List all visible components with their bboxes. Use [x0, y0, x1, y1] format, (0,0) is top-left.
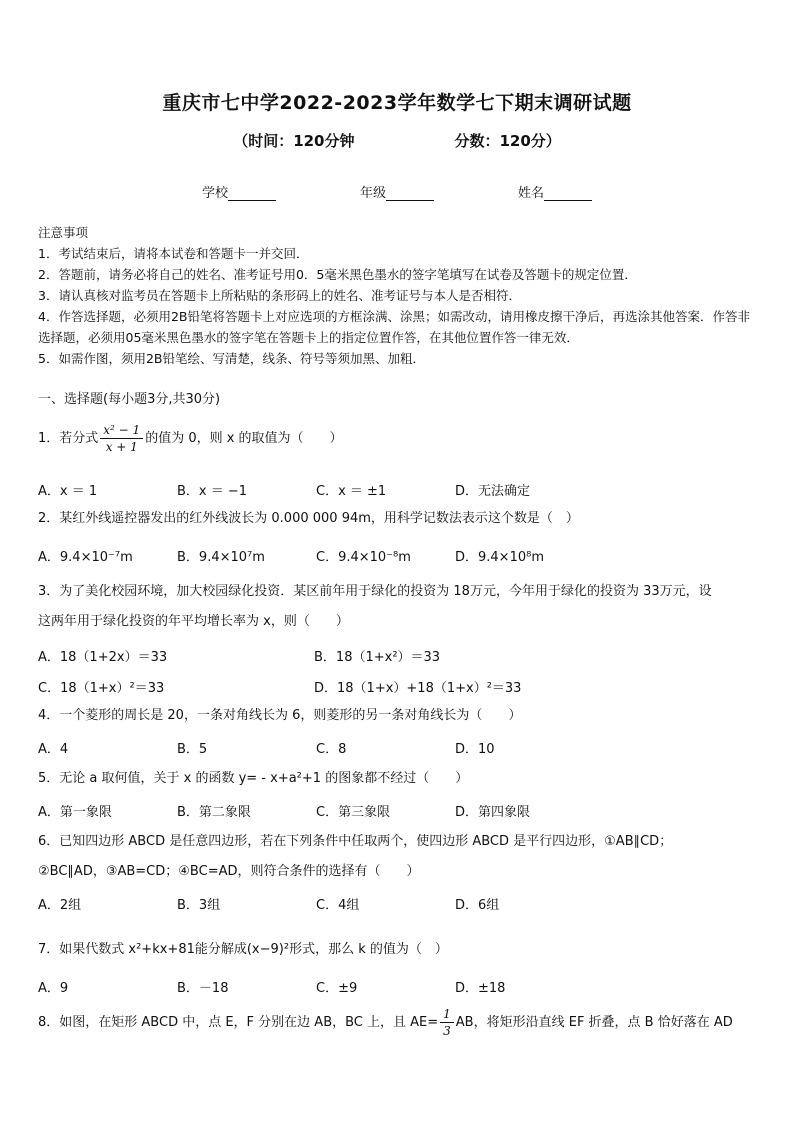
question-3: 3．为了美化校园环境，加大校园绿化投资．某区前年用于绿化的投资为 18万元，今年用于绿化的投资为 33万元，设 这两年用于绿化投资的年平均增长率为 x，则（ ） — [38, 584, 712, 629]
name-field: 姓名 — [518, 182, 592, 201]
option-d: D．18（1+x）+18（1+x）²＝33 — [314, 681, 522, 696]
note-item: 1．考试结束后，请将本试卷和答题卡一并交回． — [38, 246, 309, 261]
question-6-options — [38, 894, 760, 913]
option-b: B．18（1+x²）＝33 — [314, 650, 441, 665]
question-5: 5．无论 a 取何值，关于 x 的函数 y= - x+a²+1 的图象都不经过（ ） — [38, 771, 469, 786]
fraction: $\frac{\text{x² − 1}}{x + 1}$ — [100, 422, 143, 455]
option-c: C．8 — [316, 742, 347, 757]
note-item: 2．答题前，请务必将自己的姓名、准考证号用0．5毫米黑色墨水的签字笔填写在试卷及答题卡的规定位置． — [38, 267, 637, 282]
question-6: 6．已知四边形 ABCD 是任意四边形，若在下列条件中任取两个，使四边形 ABCD 是平行四边形，①AB∥CD； ②BC∥AD，③AB=CD；④BC=AD，则符合条件的选择有（ ） — [38, 834, 673, 879]
option-c: C．4组 — [316, 898, 360, 913]
student-info — [0, 182, 794, 201]
exam-score: 分数：120分） — [454, 132, 561, 150]
option-a: A．9 — [38, 981, 69, 996]
question-7-options — [38, 977, 760, 996]
section-heading: 一、选择题(每小题3分,共30分) — [38, 392, 221, 407]
exam-meta — [0, 130, 794, 151]
option-a: A．2组 — [38, 898, 82, 913]
question-4-options — [38, 738, 760, 757]
option-d: D．±18 — [455, 981, 506, 996]
note-item: 3．请认真核对监考员在答题卡上所粘贴的条形码上的姓名、准考证号与本人是否相符． — [38, 288, 521, 303]
name-blank — [544, 188, 592, 201]
fraction: $\frac{1}{3}$ — [440, 1006, 454, 1039]
question-8: 8．如图，在矩形 ABCD 中，点 E，F 分别在边 AB，BC 上，且 AE= $\frac{1}{3}$ AB，将矩形沿直线 EF 折叠，点 B 恰好落在 AD — [38, 1007, 733, 1038]
notes-block — [38, 222, 758, 369]
option-b: B．5 — [177, 742, 208, 757]
option-a: A．第一象限 — [38, 805, 112, 820]
option-a: A．9.4×10⁻⁷m — [38, 550, 133, 565]
question-4: 4．一个菱形的周长是 20，一条对角线长为 6，则菱形的另一条对角线长为（ ） — [38, 708, 522, 723]
option-b: B．第二象限 — [177, 805, 251, 820]
exam-time: （时间：120分钟 — [233, 132, 355, 150]
question-2: 2．某红外线遥控器发出的红外线波长为 0.000 000 94m，用科学记数法表示这个数是（ ） — [38, 511, 579, 526]
question-3-options-row2 — [38, 677, 760, 696]
option-d: D．第四象限 — [455, 805, 531, 820]
question-2-options — [38, 546, 760, 565]
question-5-options — [38, 801, 760, 820]
question-1: 1．若分式 $\frac{\text{x² − 1}}{x + 1}$ 的值为 0，则 x 的取值为（ ） — [38, 423, 343, 454]
option-c: C．第三象限 — [316, 805, 391, 820]
option-a: A．18（1+2x）＝33 — [38, 650, 168, 665]
grade-field: 年级 — [360, 182, 434, 201]
option-d: D．9.4×10⁸m — [455, 550, 544, 565]
school-field: 学校 — [202, 182, 276, 201]
option-b: B．9.4×10⁷m — [177, 550, 265, 565]
option-b: B．－18 — [177, 981, 229, 996]
school-blank — [228, 188, 276, 201]
notes-heading: 注意事项 — [38, 225, 89, 240]
option-d: D．10 — [455, 742, 495, 757]
option-c: C．18（1+x）²＝33 — [38, 681, 165, 696]
note-item: 4．作答选择题，必须用2B铅笔将答题卡上对应选项的方框涂满、涂黑；如需改动，请用橡皮擦干净后，再选涂其他答案．作答非选择题，必须用05毫米黑色墨水的签字笔在答题卡上的指定位置作答，在其他位置作答一律无效． — [38, 309, 750, 345]
question-3-options-row1 — [38, 646, 760, 665]
question-7: 7．如果代数式 x²+kx+81能分解成(x−9)²形式，那么 k 的值为（ ） — [38, 942, 448, 957]
option-c: C．x ＝ ±1 — [316, 484, 387, 499]
grade-blank — [386, 188, 434, 201]
question-1-options — [38, 480, 760, 499]
option-b: B．x ＝ −1 — [177, 484, 248, 499]
option-c: C．9.4×10⁻⁸m — [316, 550, 411, 565]
note-item: 5．如需作图，须用2B铅笔绘、写清楚，线条、符号等须加黑、加粗． — [38, 351, 425, 366]
option-a: A．4 — [38, 742, 69, 757]
exam-title: 重庆市七中学2022-2023学年数学七下期末调研试题 — [162, 92, 632, 114]
option-c: C．±9 — [316, 981, 358, 996]
option-d: D．无法确定 — [455, 484, 531, 499]
option-d: D．6组 — [455, 898, 500, 913]
option-b: B．3组 — [177, 898, 221, 913]
option-a: A．x ＝ 1 — [38, 484, 98, 499]
